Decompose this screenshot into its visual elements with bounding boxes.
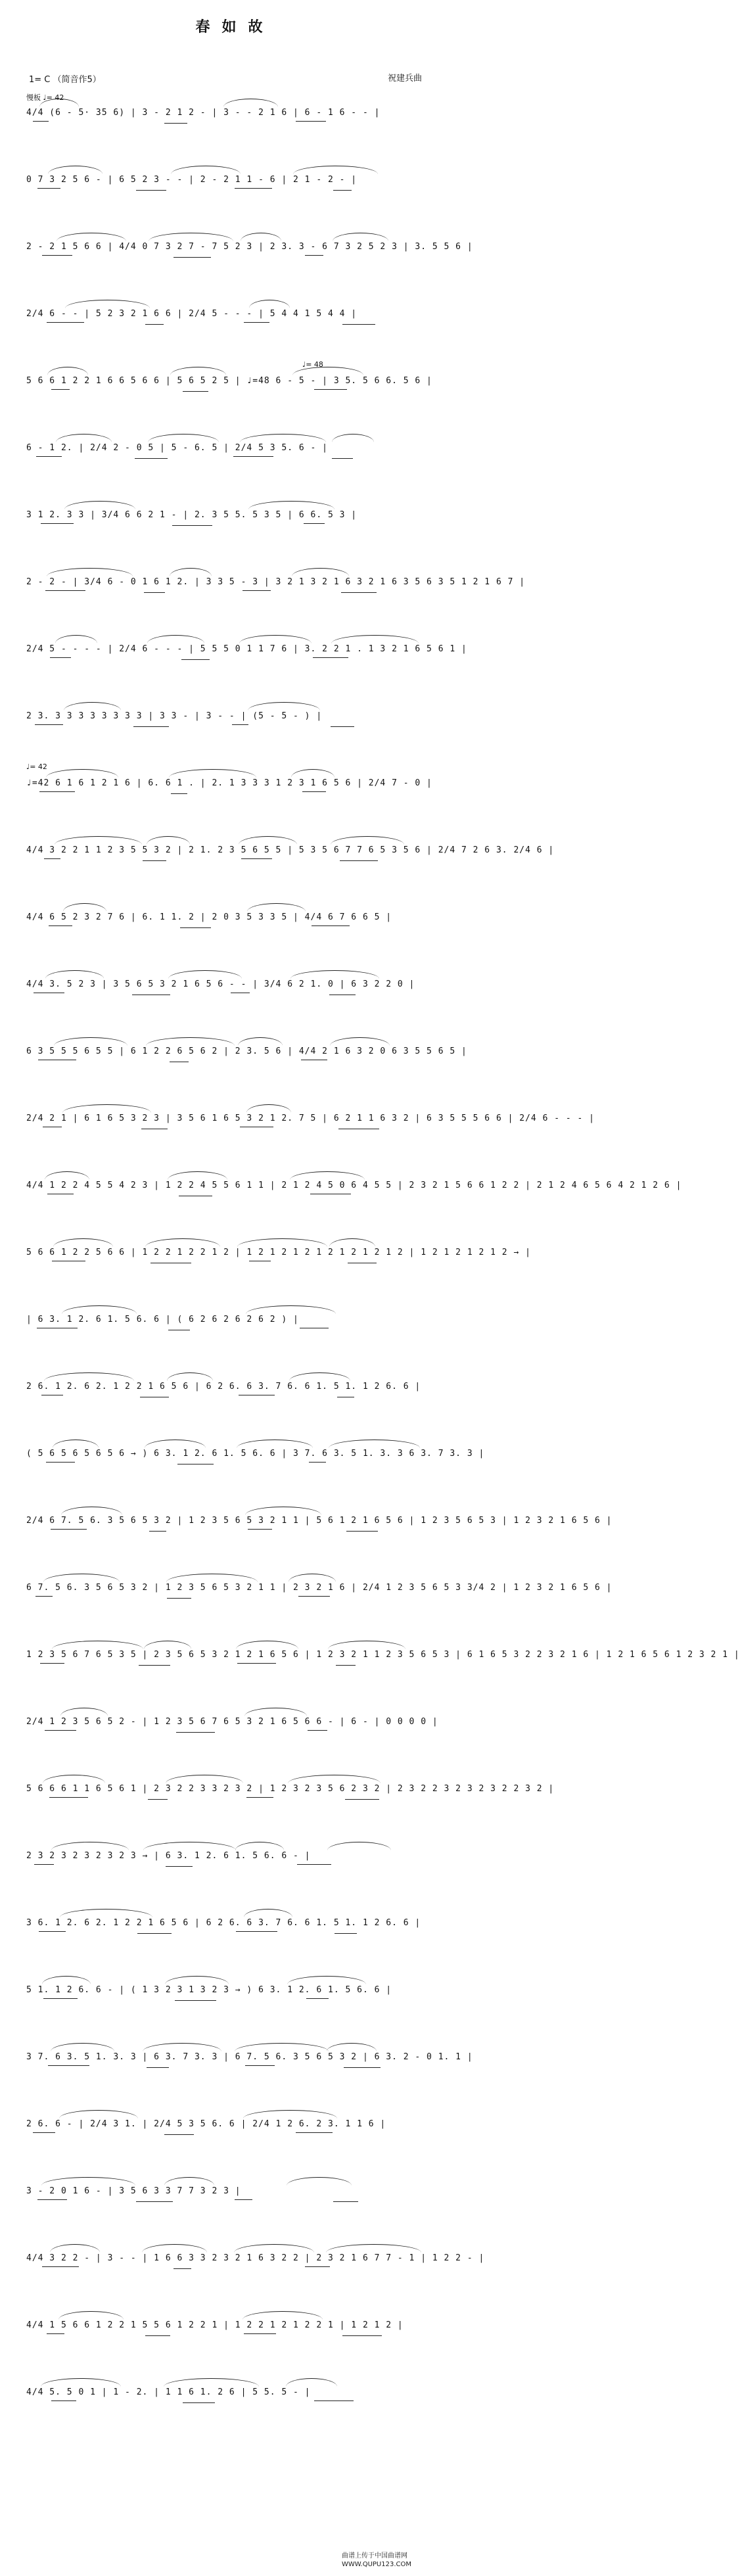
beam-underline	[33, 121, 49, 122]
score-row	[26, 226, 473, 272]
beam-underline	[42, 2266, 79, 2267]
slur-mark	[165, 1976, 229, 1984]
slur-mark	[47, 367, 88, 375]
slur-mark	[41, 2177, 135, 2186]
slur-mark	[244, 1708, 307, 1716]
slur-mark	[45, 1171, 89, 1180]
beam-underline	[342, 2335, 382, 2336]
slur-mark	[328, 1641, 405, 1649]
slur-mark	[143, 1842, 236, 1850]
slur-mark	[327, 1842, 391, 1850]
slur-mark	[48, 166, 103, 174]
notation-text: 3 6. 1 2. 6 2. 1 2 2 1 6 5 6 | 6 2 6. 6 3. 7 6. 6 1. 5 1. 1 2 6. 6 |	[26, 1918, 421, 1928]
slur-mark	[248, 702, 320, 711]
beam-underline	[172, 525, 212, 526]
score-row	[26, 2170, 447, 2216]
beam-underline	[340, 860, 378, 861]
notation-text: 4/4 3 2 2 1 1 2 3 5 5 3 2 | 2 1. 2 3 5 6 5 5 | 5 3 5 6 7 7 6 5 3 5 6 | 2/4 7 2 6 3. 2/4 6 |	[26, 845, 555, 855]
notation-text: 2 3 2 3 2 3 2 3 2 3 → | 6 3. 1 2. 6 1. 5 6. 6 - |	[26, 1851, 311, 1861]
slur-mark	[60, 1708, 108, 1716]
slur-mark	[239, 836, 297, 845]
tempo-mark: ♩= 48	[302, 360, 323, 369]
key-signature: 1= C （简音作5）	[29, 75, 101, 85]
slur-mark	[43, 1775, 105, 1783]
notation-text: 2 3. 3 3 3 3 3 3 3 3 | 3 3 - | 3 - - | (5 - 5 - ) |	[26, 711, 323, 721]
notation-text: 3 1 2. 3 3 | 3/4 6 6 2 1 - | 2. 3 5 5. 5 3 5 | 6 6. 5 3 |	[26, 510, 358, 520]
notation-text: 4/4 1 2 2 4 5 5 4 2 3 | 1 2 2 4 5 5 6 1 1 | 2 1 2 4 5 0 6 4 5 5 | 2 3 2 1 5 6 6 1 2 2 | 2 1 2 4 6 5 6 4 2 1 2 6 |	[26, 1181, 682, 1190]
slur-mark	[142, 2244, 207, 2253]
beam-underline	[35, 724, 63, 725]
slur-mark	[148, 434, 219, 442]
footer-line-2: WWW.QUPU123.COM	[342, 2561, 411, 2568]
score-row	[26, 1969, 447, 2015]
notation-text: 2/4 6 - - | 5 2 3 2 1 6 6 | 2/4 5 - - - | 5 4 4 1 5 4 4 |	[26, 309, 358, 319]
notation-text: 2/4 2 1 | 6 1 6 5 3 2 3 | 3 5 6 1 6 5 3 2 1 2. 7 5 | 6 2 1 1 6 3 2 | 6 3 5 5 5 6 6 | 2/4 6 - - - |	[26, 1113, 595, 1123]
beam-underline	[333, 2201, 358, 2202]
beam-underline	[181, 659, 210, 660]
slur-mark	[60, 1909, 152, 1917]
beam-underline	[51, 389, 70, 390]
slur-mark	[241, 233, 281, 241]
beam-underline	[41, 523, 74, 524]
score-row	[26, 360, 447, 406]
beam-underline	[245, 2065, 275, 2066]
slur-mark	[44, 1372, 134, 1381]
beam-underline	[145, 324, 164, 325]
slur-mark	[239, 635, 312, 644]
beam-underline	[45, 1730, 76, 1731]
notation-text: 5 6 6 1 2 2 1 6 6 5 6 6 | 5 6 5 2 5 | ♩=48 6 - 5 - | 3 5. 5 6 6. 5 6 |	[26, 376, 432, 386]
beam-underline	[304, 523, 325, 524]
beam-underline	[43, 1998, 78, 1999]
notation-text: 6 7. 5 6. 3 5 6 5 3 2 | 1 2 3 5 6 5 3 2 1 1 | 2 3 2 1 6 | 2/4 1 2 3 5 6 5 3 3/4 2 | 1 2 3 2 1 6 5 6 |	[26, 1583, 613, 1593]
beam-underline	[147, 2067, 169, 2068]
slur-mark	[246, 1305, 336, 1314]
beam-underline	[346, 1531, 378, 1532]
slur-mark	[166, 1775, 243, 1783]
slur-mark	[64, 702, 121, 711]
slur-mark	[286, 2378, 337, 2387]
beam-underline	[39, 1931, 66, 1932]
score-row	[26, 964, 447, 1010]
score-row	[26, 427, 447, 473]
notation-text: 2 - 2 - | 3/4 6 - 0 1 6 1 2. | 3 3 5 - 3 | 3 2 1 3 2 1 6 3 2 1 6 3 5 6 3 5 1 2 1 6 7 |	[26, 577, 526, 587]
beam-underline	[331, 726, 354, 727]
slur-mark	[168, 970, 242, 979]
slur-mark	[245, 1507, 321, 1515]
score-row	[26, 1835, 447, 1881]
notation-text: ♩=42 6 1 6 1 2 1 6 | 6. 6 1 . | 2. 1 3 3 3 1 2 3 1 6 5 6 | 2/4 7 - 0 |	[26, 778, 432, 788]
beam-underline	[44, 858, 60, 859]
score-row	[26, 1634, 740, 1680]
beam-underline	[305, 2266, 330, 2267]
notation-text: 5 1. 1 2 6. 6 - | ( 1 3 2 3 1 3 2 3 → ) 6 3. 1 2. 6 1. 5 6. 6 |	[26, 1985, 392, 1995]
slur-mark	[332, 434, 374, 442]
beam-underline	[149, 1531, 166, 1532]
score-row	[26, 494, 447, 540]
beam-underline	[312, 925, 350, 926]
notation-text: 4/4 3 2 2 - | 3 - - | 1 6 6 3 3 2 3 2 1 6 3 2 2 | 2 3 2 1 6 7 7 - 1 | 1 2 2 - |	[26, 2253, 485, 2263]
beam-underline	[46, 1462, 75, 1463]
beam-underline	[296, 2132, 333, 2133]
beam-underline	[144, 592, 165, 593]
slur-mark	[51, 2043, 114, 2051]
beam-underline	[45, 590, 85, 591]
slur-mark	[243, 2311, 323, 2320]
beam-underline	[345, 1799, 379, 1800]
beam-underline	[47, 2333, 64, 2334]
slur-mark	[330, 1037, 390, 1046]
slur-mark	[164, 2177, 214, 2186]
notation-text: 4/4 1 5 6 6 1 2 2 1 5 5 6 1 2 2 1 | 1 2 2 1 2 1 2 2 1 | 1 2 1 2 |	[26, 2320, 404, 2330]
slur-mark	[331, 836, 404, 845]
slur-mark	[170, 367, 226, 375]
slur-mark	[54, 1037, 127, 1046]
beam-underline	[42, 255, 72, 256]
beam-underline	[176, 1732, 215, 1733]
beam-underline	[333, 190, 352, 191]
slur-mark	[237, 1238, 327, 1247]
slur-mark	[290, 1171, 365, 1180]
page-title: 春如故	[195, 18, 275, 35]
composer-credit: 祝建兵曲	[388, 74, 423, 83]
beam-underline	[171, 793, 187, 794]
slur-mark	[50, 2244, 100, 2253]
score-row	[26, 2103, 447, 2149]
beam-underline	[296, 121, 326, 122]
slur-mark	[53, 1238, 113, 1247]
score-row	[26, 1366, 447, 1412]
notation-text: 2/4 6 7. 5 6. 3 5 6 5 3 2 | 1 2 3 5 6 5 3 2 1 1 | 5 6 1 2 1 6 5 6 | 1 2 3 5 6 5 3 | 1 2 3 2 1 6 5 6 |	[26, 1516, 613, 1526]
slur-mark	[144, 1641, 191, 1649]
score-row	[26, 2305, 447, 2351]
beam-underline	[336, 1665, 356, 1666]
notation-text: 6 3 5 5 5 6 5 5 | 6 1 2 2 6 5 6 2 | 2 3. 5 6 | 4/4 2 1 6 3 2 0 6 3 5 5 6 5 |	[26, 1046, 467, 1056]
slur-mark	[64, 501, 135, 509]
slur-mark	[51, 1842, 129, 1850]
beam-underline	[47, 322, 84, 323]
slur-mark	[53, 1440, 99, 1448]
beam-underline	[342, 324, 375, 325]
slur-mark	[46, 769, 118, 778]
slur-mark	[289, 1574, 336, 1582]
notation-text: 0 7 3 2 5 6 - | 6 5 2 3 - - | 2 - 2 1 1 - 6 | 2 1 - 2 - |	[26, 175, 358, 185]
beam-underline	[335, 1933, 357, 1934]
notation-text: 2 - 2 1 5 6 6 | 4/4 0 7 3 2 7 - 7 5 2 3 | 2 3. 3 - 6 7 3 2 5 2 3 | 3. 5 5 6 |	[26, 242, 473, 252]
notation-text: | 6 3. 1 2. 6 1. 5 6. 6 | ( 6 2 6 2 6 2 6 2 ) |	[26, 1315, 299, 1324]
notation-text: 2 6. 1 2. 6 2. 1 2 2 1 6 5 6 | 6 2 6. 6 3. 7 6. 6 1. 5 1. 1 2 6. 6 |	[26, 1382, 421, 1392]
beam-underline	[173, 2268, 191, 2269]
score-row	[26, 1768, 555, 1814]
beam-underline	[34, 1864, 54, 1865]
slur-mark	[235, 2043, 329, 2051]
slur-mark	[329, 1440, 420, 1448]
slur-mark	[55, 836, 142, 845]
slur-mark	[287, 2177, 352, 2186]
slur-mark	[240, 434, 326, 442]
tempo-mark: ♩= 42	[26, 762, 47, 771]
beam-underline	[135, 458, 168, 459]
slur-mark	[45, 970, 104, 979]
beam-underline	[166, 1866, 193, 1867]
slur-mark	[168, 1171, 227, 1180]
score-row	[26, 2372, 447, 2418]
slur-mark	[169, 769, 256, 778]
score-row	[26, 762, 447, 808]
slur-mark	[329, 1238, 375, 1247]
notation-text: 2/4 1 2 3 5 6 5 2 - | 1 2 3 5 6 7 6 5 3 2 1 6 5 6 6 - | 6 - | 0 0 0 0 |	[26, 1717, 438, 1727]
slur-mark	[147, 836, 190, 845]
slur-mark	[145, 1440, 206, 1448]
slur-mark	[59, 2110, 138, 2119]
beam-underline	[183, 2402, 215, 2403]
slur-mark	[63, 903, 106, 912]
slur-mark	[327, 2043, 377, 2051]
beam-underline	[35, 1596, 53, 1597]
beam-underline	[314, 389, 347, 390]
beam-underline	[183, 391, 208, 392]
slur-mark	[223, 99, 278, 107]
notation-text: 2/4 5 - - - - | 2/4 6 - - - | 5 5 5 0 1 1 7 6 | 3. 2 2 1 . 1 3 2 1 6 5 6 1 |	[26, 644, 467, 654]
slur-mark	[146, 1037, 235, 1046]
beam-underline	[133, 726, 169, 727]
slur-mark	[47, 568, 133, 576]
notation-text: 3 - 2 0 1 6 - | 3 5 6 3 3 7 7 3 2 3 |	[26, 2186, 241, 2196]
notation-text: 4/4 3. 5 2 3 | 3 5 6 5 3 2 1 6 5 6 - - | 3/4 6 2 1. 0 | 6 3 2 2 0 |	[26, 979, 415, 989]
beam-underline	[244, 322, 269, 323]
score-row	[26, 897, 447, 943]
score-row	[26, 293, 447, 339]
beam-underline	[40, 1663, 64, 1664]
beam-underline	[332, 458, 353, 459]
beam-underline	[302, 791, 326, 792]
slur-mark	[167, 1372, 213, 1381]
score-row	[26, 1433, 485, 1479]
slur-mark	[331, 635, 419, 644]
notation-text: 2 6. 6 - | 2/4 3 1. | 2/4 5 3 5 6. 6 | 2/4 1 2 6. 2 3. 1 1 6 |	[26, 2119, 386, 2129]
slur-mark	[166, 1574, 258, 1582]
beam-underline	[233, 456, 273, 457]
score-row	[26, 1701, 447, 1747]
slur-mark	[43, 1574, 120, 1582]
score-row	[26, 1031, 467, 1077]
beam-underline	[145, 2335, 170, 2336]
slur-mark	[65, 300, 150, 308]
score-row	[26, 1165, 682, 1211]
beam-underline	[37, 188, 60, 189]
beam-underline	[297, 1864, 331, 1865]
notation-text: 4/4 6 5 2 3 2 7 6 | 6. 1 1. 2 | 2 0 3 5 3 3 5 | 4/4 6 7 6 6 5 |	[26, 912, 392, 922]
notation-text: ( 5 6 5 6 5 6 5 6 → ) 6 3. 1 2. 6 1. 5 6. 6 | 3 7. 6 3. 5 1. 3. 3 6 3. 7 3. 3 |	[26, 1449, 485, 1459]
slur-mark	[249, 300, 290, 308]
beam-underline	[306, 1998, 329, 1999]
score-row	[26, 1299, 447, 1345]
slur-mark	[293, 166, 378, 174]
beam-underline	[175, 2000, 216, 2001]
score-row	[26, 695, 447, 741]
slur-mark	[62, 1104, 151, 1113]
slur-mark	[244, 1909, 292, 1917]
score-row	[26, 1567, 613, 1613]
notation-text: 5 6 6 1 2 2 5 6 6 | 1 2 2 1 2 2 1 2 | 1 2 1 2 1 2 1 2 1 2 1 2 1 2 | 1 2 1 2 1 2 1 2 → |	[26, 1248, 531, 1257]
beam-underline	[164, 2134, 194, 2135]
beam-underline	[180, 927, 211, 928]
beam-underline	[164, 123, 187, 124]
slur-mark	[143, 2043, 221, 2051]
beam-underline	[173, 257, 211, 258]
beam-underline	[309, 1462, 326, 1463]
notation-text: 3 7. 6 3. 5 1. 3. 3 | 6 3. 7 3. 3 | 6 7. 5 6. 3 5 6 5 3 2 | 6 3. 2 - 0 1. 1 |	[26, 2052, 473, 2062]
notation-text: 6 - 1 2. | 2/4 2 - 0 5 | 5 - 6. 5 | 2/4 5 3 5. 6 - |	[26, 443, 328, 453]
notation-text: 4/4 5. 5 0 1 | 1 - 2. | 1 1 6 1. 2 6 | 5 5. 5 - |	[26, 2387, 311, 2397]
score-row	[26, 1500, 613, 1546]
score-row	[26, 159, 447, 205]
beam-underline	[136, 190, 166, 191]
slur-mark	[62, 1305, 137, 1314]
notation-text: 5 6 6 6 1 1 6 5 6 1 | 2 3 2 2 3 3 2 3 2 | 1 2 3 2 3 5 6 2 3 2 | 2 3 2 2 3 2 3 2 3 2 2 3 2 |	[26, 1784, 555, 1794]
score-row	[26, 1098, 595, 1144]
beam-underline	[344, 2067, 381, 2068]
beam-underline	[313, 657, 348, 658]
slur-mark	[238, 1037, 283, 1046]
slur-mark	[55, 635, 97, 644]
footer-line-1: 曲谱上传于中国曲谱网	[342, 2552, 407, 2560]
slur-mark	[61, 1507, 122, 1515]
slur-mark	[246, 1104, 291, 1113]
beam-underline	[39, 791, 75, 792]
slur-mark	[237, 1440, 313, 1448]
notation-text: 4/4 (6 - 5· 35 6) | 3 - 2 1 2 - | 3 - - 2 1 6 | 6 - 1 6 - - |	[26, 108, 381, 118]
beam-underline	[244, 2333, 276, 2334]
slur-mark	[41, 2378, 121, 2387]
slur-mark	[147, 635, 204, 644]
slur-mark	[236, 1641, 298, 1649]
score-row	[26, 2237, 485, 2283]
slur-mark	[42, 1976, 91, 1984]
score-row	[26, 561, 526, 607]
slur-mark	[287, 1976, 366, 1984]
beam-underline	[51, 2400, 76, 2401]
beam-underline	[49, 925, 72, 926]
slur-mark	[56, 434, 112, 442]
footer-watermark	[342, 2552, 411, 2569]
beam-underline	[137, 1933, 172, 1934]
beam-underline	[33, 2132, 55, 2133]
beam-underline	[50, 657, 71, 658]
beam-underline	[235, 2199, 252, 2200]
tempo-mark: 慢板 ♩= 42	[26, 93, 64, 102]
beam-underline	[341, 592, 377, 593]
slur-mark	[288, 1775, 381, 1783]
beam-underline	[305, 255, 323, 256]
beam-underline	[236, 1931, 277, 1932]
beam-underline	[136, 2201, 173, 2202]
beam-underline	[139, 1665, 170, 1666]
beam-underline	[246, 1797, 273, 1798]
slur-mark	[52, 1641, 143, 1649]
slur-mark	[292, 568, 349, 576]
slur-mark	[326, 2244, 421, 2253]
beam-underline	[167, 1598, 191, 1599]
slur-mark	[149, 233, 233, 241]
beam-underline	[143, 860, 166, 861]
slur-mark	[170, 568, 212, 576]
slur-mark	[234, 2244, 314, 2253]
slur-mark	[248, 501, 335, 509]
slur-mark	[171, 166, 241, 174]
slur-mark	[333, 233, 388, 241]
beam-underline	[37, 2199, 67, 2200]
score-row	[26, 1902, 447, 1948]
beam-underline	[298, 1596, 330, 1597]
beam-underline	[49, 1797, 88, 1798]
score-row	[26, 92, 447, 138]
score-row	[26, 628, 467, 674]
beam-underline	[243, 590, 271, 591]
beam-underline	[51, 1529, 87, 1530]
beam-underline	[308, 1730, 327, 1731]
slur-mark	[289, 1372, 350, 1381]
score-row	[26, 2036, 473, 2082]
notation-text: 1 2 3 5 6 7 6 5 3 5 | 2 3 5 6 5 3 2 1 2 1 6 5 6 | 1 2 3 2 1 1 2 3 5 6 5 3 | 6 1 6 5 3 2 2 3 2 1 6 | 1 2 1 6 5 6 1 2 3 2 1 |	[26, 1650, 740, 1660]
slur-mark	[57, 233, 126, 241]
beam-underline	[232, 724, 248, 725]
beam-underline	[248, 1529, 272, 1530]
slur-mark	[247, 903, 306, 912]
slur-mark	[58, 2311, 124, 2320]
beam-underline	[48, 2065, 89, 2066]
score-row	[26, 1232, 531, 1278]
beam-underline	[235, 188, 272, 189]
slur-mark	[290, 970, 379, 979]
beam-underline	[314, 2400, 354, 2401]
slur-mark	[243, 2110, 337, 2119]
slur-mark	[235, 1842, 284, 1850]
beam-underline	[237, 1663, 276, 1664]
slur-mark	[145, 1238, 220, 1247]
slur-mark	[164, 2378, 259, 2387]
slur-mark	[291, 769, 335, 778]
score-row	[26, 830, 555, 876]
beam-underline	[36, 456, 62, 457]
beam-underline	[148, 1799, 168, 1800]
beam-underline	[241, 858, 272, 859]
